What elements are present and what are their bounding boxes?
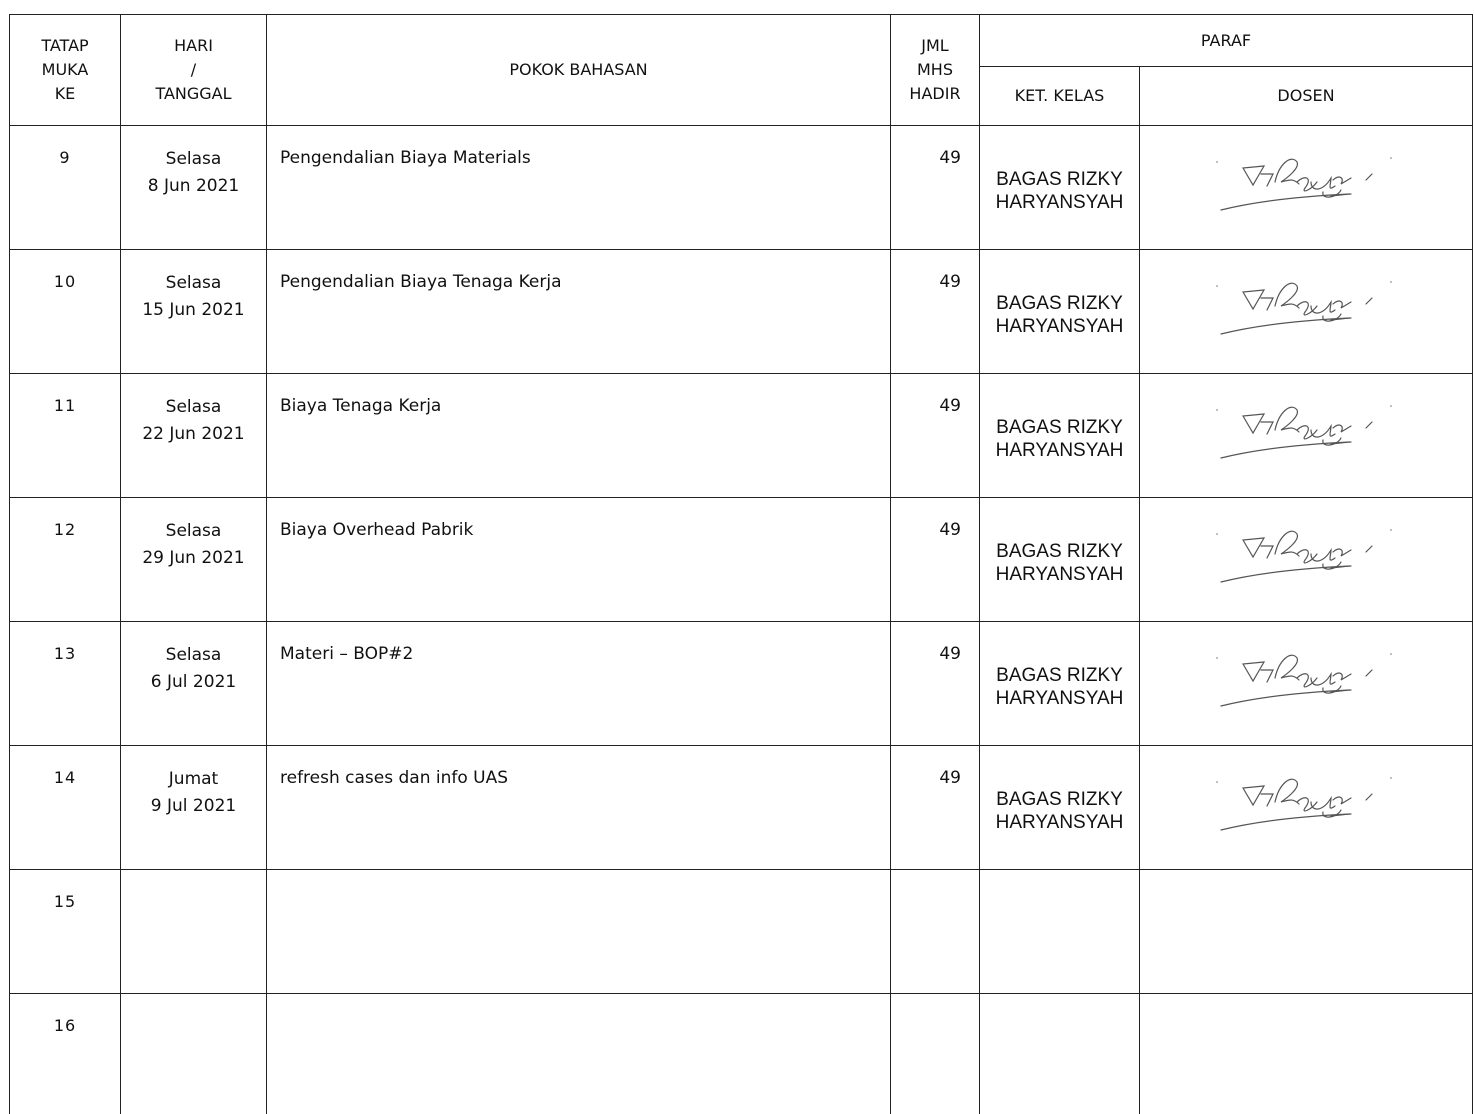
class-note	[980, 622, 1140, 746]
meeting-topic	[267, 870, 891, 994]
attendance-count: 49	[891, 498, 980, 622]
meeting-day: Selasa	[165, 149, 222, 169]
header-paraf: PARAF	[980, 15, 1473, 67]
header-hari-line3: TANGGAL	[155, 84, 232, 103]
header-pokok-bahasan: POKOK BAHASAN	[267, 15, 891, 126]
meeting-number: 14	[10, 746, 121, 870]
meeting-topic: Biaya Tenaga Kerja	[267, 374, 891, 498]
attendance-count: 49	[891, 622, 980, 746]
meeting-day: Selasa	[165, 273, 222, 293]
header-ket-kelas: KET. KELAS	[980, 67, 1140, 126]
header-hari-tanggal	[121, 15, 267, 126]
meeting-number: 15	[10, 870, 121, 994]
header-jml-line1: JML	[921, 36, 949, 55]
meeting-day: Selasa	[165, 397, 222, 417]
meeting-date	[121, 498, 267, 622]
class-note	[980, 870, 1140, 994]
lecturer-signature-cell	[1140, 374, 1473, 498]
class-note-line1: BAGAS RIZKY	[996, 788, 1123, 810]
lecturer-signature-cell	[1140, 250, 1473, 374]
class-note-line1: BAGAS RIZKY	[996, 664, 1123, 686]
class-note	[980, 374, 1140, 498]
lecturer-signature	[1201, 272, 1411, 352]
meeting-topic	[267, 994, 891, 1114]
attendance-count	[891, 870, 980, 994]
lecturer-signature	[1201, 396, 1411, 476]
attendance-count: 49	[891, 374, 980, 498]
class-note-line1: BAGAS RIZKY	[996, 168, 1123, 190]
attendance-table	[9, 14, 1473, 1114]
lecturer-signature-cell	[1140, 994, 1473, 1114]
header-jml-mhs-hadir	[891, 15, 980, 126]
meeting-day: Selasa	[165, 521, 222, 541]
meeting-date	[121, 374, 267, 498]
lecturer-signature	[1201, 520, 1411, 600]
meeting-date-value: 22 Jun 2021	[142, 424, 245, 444]
table-row	[10, 250, 1473, 374]
class-note	[980, 250, 1140, 374]
header-dosen: DOSEN	[1140, 67, 1473, 126]
table-body	[10, 126, 1473, 1114]
meeting-topic: refresh cases dan info UAS	[267, 746, 891, 870]
header-tatap-line2: MUKA	[41, 60, 89, 79]
header-tatap-muka	[10, 15, 121, 126]
header-jml-line2: MHS	[917, 60, 953, 79]
lecturer-signature-cell	[1140, 746, 1473, 870]
table-row	[10, 994, 1473, 1114]
attendance-count: 49	[891, 250, 980, 374]
table-row	[10, 870, 1473, 994]
meeting-date	[121, 126, 267, 250]
meeting-number: 10	[10, 250, 121, 374]
attendance-count: 49	[891, 126, 980, 250]
class-note	[980, 994, 1140, 1114]
header-jml-line3: HADIR	[909, 84, 961, 103]
class-note-line2: HARYANSYAH	[995, 439, 1124, 461]
lecturer-signature-cell	[1140, 498, 1473, 622]
lecturer-signature-cell	[1140, 870, 1473, 994]
meeting-topic: Pengendalian Biaya Materials	[267, 126, 891, 250]
class-note-line2: HARYANSYAH	[995, 563, 1124, 585]
lecturer-signature	[1201, 644, 1411, 724]
meeting-number: 16	[10, 994, 121, 1114]
meeting-day: Jumat	[168, 769, 219, 789]
header-tatap-line3: KE	[54, 84, 76, 103]
class-note-line2: HARYANSYAH	[995, 191, 1124, 213]
lecturer-signature-cell	[1140, 126, 1473, 250]
table-row	[10, 746, 1473, 870]
meeting-date-value: 9 Jul 2021	[150, 796, 237, 816]
class-note-line1: BAGAS RIZKY	[996, 416, 1123, 438]
class-note	[980, 498, 1140, 622]
attendance-count: 49	[891, 746, 980, 870]
table-row	[10, 374, 1473, 498]
meeting-number: 13	[10, 622, 121, 746]
meeting-date	[121, 994, 267, 1114]
header-tatap-line1: TATAP	[41, 36, 89, 55]
lecturer-signature-cell	[1140, 622, 1473, 746]
meeting-date-value: 6 Jul 2021	[150, 672, 237, 692]
header-hari-line1: HARI	[174, 36, 213, 55]
attendance-count	[891, 994, 980, 1114]
class-note-line1: BAGAS RIZKY	[996, 540, 1123, 562]
lecturer-signature	[1201, 148, 1411, 228]
class-note	[980, 126, 1140, 250]
class-note-line2: HARYANSYAH	[995, 315, 1124, 337]
meeting-number: 9	[10, 126, 121, 250]
table-row	[10, 498, 1473, 622]
header-hari-line2: /	[190, 60, 197, 79]
lecturer-signature	[1201, 768, 1411, 848]
meeting-number: 12	[10, 498, 121, 622]
meeting-number: 11	[10, 374, 121, 498]
class-note	[980, 746, 1140, 870]
class-note-line2: HARYANSYAH	[995, 811, 1124, 833]
meeting-date	[121, 870, 267, 994]
table-row	[10, 622, 1473, 746]
meeting-date	[121, 746, 267, 870]
meeting-day: Selasa	[165, 645, 222, 665]
table-row	[10, 126, 1473, 250]
table-header	[10, 15, 1473, 126]
class-note-line1: BAGAS RIZKY	[996, 292, 1123, 314]
meeting-date-value: 15 Jun 2021	[142, 300, 245, 320]
meeting-topic: Pengendalian Biaya Tenaga Kerja	[267, 250, 891, 374]
meeting-date	[121, 250, 267, 374]
class-note-line2: HARYANSYAH	[995, 687, 1124, 709]
meeting-date	[121, 622, 267, 746]
meeting-date-value: 29 Jun 2021	[142, 548, 245, 568]
meeting-date-value: 8 Jun 2021	[147, 176, 240, 196]
meeting-topic: Biaya Overhead Pabrik	[267, 498, 891, 622]
meeting-topic: Materi – BOP#2	[267, 622, 891, 746]
